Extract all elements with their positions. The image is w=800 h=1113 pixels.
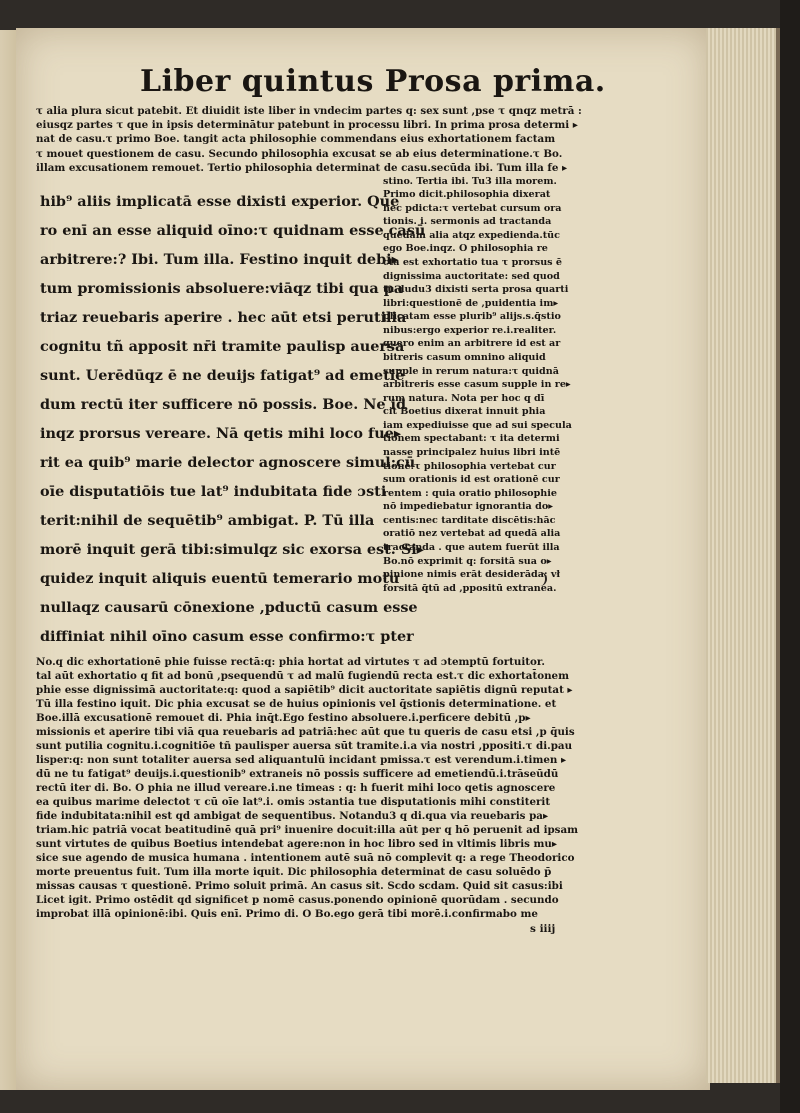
gloss-line: quedam alia atqz expedienda.tūc [383, 230, 560, 241]
gloss-line: tionis. i. sermonis ad tractanda [383, 216, 552, 227]
text-line: Licet igit. Primo ostēdit qd significet p nomē casus.ponendo opinionē quorūdam . secundo [36, 894, 559, 906]
main-text-line: quidez inquit aliquis euentū temerario motu [40, 570, 400, 587]
gloss-line: tu dudu3 dixisti serta prosa quarti [383, 284, 569, 295]
text-line: fide indubitata:nihil est qd ambigat de sequentibus. Notandu3 q di.qua via reuebaris pa▸ [36, 810, 549, 822]
text-line: nat de casu.τ primo Boe. tangit acta philosophie commendans eius exhortationem factam [36, 133, 556, 145]
main-text-line: sunt. Uerēdūqz ē ne deuijs fatigat⁹ ad emetiē [40, 367, 405, 384]
main-text-line: cognitu tñ apposit nr̄i tramite paulisp auersa [40, 338, 405, 355]
text-line: sice sue agendo de musica humana . intentionem autē suā nō complevit q: a rege Theodorico [36, 852, 575, 864]
gloss-line: rentem : quia oratio philosophie [383, 488, 558, 499]
text-line: missas causas τ questionē. Primo soluit primā. An casus sit. Scdo scdam. Quid sit casus:ibi [36, 880, 563, 892]
text-line: Boe.illā excusationē remouet di. Phia inq̄t.Ego festino absoluere.i.perficere debitū ,p▸ [36, 712, 531, 724]
main-text-line: diffiniat nihil oīno casum esse confirmo:τ pter [40, 628, 414, 645]
text-line: phie esse dignissimā auctoritate:q: quod a sapiētib⁹ dicit auctoritate sapiētis dignū reputat ▸ [36, 684, 573, 696]
main-text-line: oīe disputatiōis tue lat⁹ indubitata fide ɔsti [40, 483, 387, 500]
gloss-line: nō impediebatur ignorantia do▸ [383, 501, 554, 512]
text-line: No.q dic exhortationē phie fuisse rectā:q: phia hortat ad virtutes τ ad ɔtemptū fortuitor. [36, 656, 545, 668]
page-block-edges [706, 28, 780, 1083]
main-text-line: tum promissionis absoluere:viāqz tibi qua pa [40, 280, 404, 297]
text-line: rectū iter di. Bo. O phia ne illud vereare.i.ne timeas : q: h fuerit mihi loco qetis agnoscere [36, 782, 556, 794]
text-line: triam.hic patriā vocat beatitudinē quā pri⁹ inuenire docuit:illa aūt per q hō peruenit ad ipsam [36, 824, 579, 836]
gloss-line: iam expediuisse que ad sui specula [383, 420, 572, 431]
gloss-line: quero enim an arbitrere id est ar [383, 338, 561, 349]
gloss-line: dignissima auctoritate: sed quod [383, 271, 560, 282]
gloss-line: hec pdicta:τ vertebat cursum ora [383, 203, 562, 214]
text-line: eiusqz partes τ que in ipsis determinātur patebunt in processu libri. In prima prosa determi ▸ [36, 119, 578, 131]
gloss-line: centis:nec tarditate discētis:hāc [383, 515, 556, 526]
main-text-line: dum rectū iter sufficere nō possis. Boe. Ne id [40, 396, 407, 413]
gloss-line: pinione nimis erāt desiderāda: vł [383, 569, 561, 580]
gloss-line: nibus:ergo experior re.i.realiter. [383, 325, 557, 336]
main-text-line: triaz reuebaris aperire . hec aūt etsi perutilia [40, 309, 407, 326]
signature-mark: s iiij [530, 923, 556, 935]
main-text-line: nullaqz causarū cōnexione ,pductū casum esse [40, 599, 418, 616]
main-text-line: morē inquit gerā tibi:simulqz sic exorsa est. Si▸ [40, 541, 424, 558]
text-line: improbat illā opinionē:ibi. Quis enī. Primo di. O Bo.ego gerā tibi morē.i.confirmabo me [36, 908, 538, 920]
text-line: Tū illa festino iquit. Dic phia excusat se de huius opinionis vel q̄stionis determinatione. et [36, 698, 557, 710]
main-text-line: hib⁹ aliis implicatā esse dixisti experior. Que [40, 193, 400, 210]
gloss-line: tractanda . que autem fuerūt illa [383, 542, 560, 553]
text-line: lisper:q: non sunt totaliter auersa sed aliquantulū incidant pmissa.τ est verendum.i.timen ▸ [36, 754, 567, 766]
main-text-line: inqz prorsus vereare. Nā qetis mihi loco fue▸ [40, 425, 402, 442]
gloss-line: cta est exhortatio tua τ prorsus ē [383, 257, 563, 268]
text-line: missionis et aperire tibi viā qua reuebaris ad patriā:hec aūt que tu queris de casu etsi ,p q̄uis [36, 726, 575, 738]
gloss-line: tionē:τ philosophia vertebat cur [383, 461, 556, 472]
gloss-line: nasse principalez huius libri intē [383, 447, 561, 458]
main-text-line: terit:nihil de sequētib⁹ ambigat. P. Tū illa [40, 512, 375, 529]
running-heading: Liber quintus Prosa prima. [140, 64, 606, 99]
gloss-line: cit Boetius dixerat innuit phia [383, 406, 546, 417]
gloss-line: tionem spectabant: τ ita determi [383, 433, 560, 444]
gloss-line: forsitā q̄tū ad ,ppositū extranea. [383, 583, 557, 594]
gloss-line: oratiō nez vertebat ad quedā alia [383, 528, 561, 539]
gloss-line: arbitreris esse casum supple in re▸ [383, 379, 571, 390]
gloss-line: libri:questionē de ,puidentia im▸ [383, 298, 559, 309]
text-line: τ alia plura sicut patebit. Et diuidit iste liber in vndecim partes q: sex sunt ,pse τ qnqz metrā : [36, 105, 582, 117]
gloss-line: Primo dicit.philosophia dixerat [383, 189, 551, 200]
main-text-line: arbitrere:? Ibi. Tum illa. Festino inquit debi▸ [40, 251, 399, 268]
gloss-line: Bo.nō exprimit q: forsitā sua o▸ [383, 556, 552, 567]
dark-border [780, 0, 800, 1113]
gloss-line: rum natura. Nota per hoc q dī [383, 393, 545, 404]
text-line: sunt putilia cognitu.i.cognitiōe tñ paulisper auersa sūt tramite.i.a via nostri ,ppositi.τ di.pau [36, 740, 573, 752]
text-line: illam excusationem remouet. Tertio philosophia determinat de casu.secūda ibi. Tum illa fe ▸ [36, 162, 568, 174]
text-line: ea quibus marime delectot τ cū oīe lat⁹.i. omis ɔstantia tue disputationis mihi constiterit [36, 796, 551, 808]
text-line: τ mouet questionem de casu. Secundo philosophia excusat se ab eius determinatione.τ Bo. [36, 148, 563, 160]
gloss-line: sum orationis id est orationē cur [383, 474, 560, 485]
gloss-line: bitreris casum omnino aliquid [383, 352, 546, 363]
main-text-line: ro enī an esse aliquid oīno:τ quidnam esse casū [40, 222, 426, 239]
gloss-line: supple in rerum natura:τ quidnā [383, 366, 559, 377]
text-line: sunt virtutes de quibus Boetius intendebat agere:non in hoc libro sed in vltimis libris mu▸ [36, 838, 558, 850]
main-text-line: rit ea quib⁹ marie delector agnoscere simul:cū [40, 454, 416, 471]
gloss-line: ego Boe.inqz. O philosophia re [383, 243, 548, 254]
text-line: dū ne tu fatigat⁹ deuijs.i.questionib⁹ extraneis nō possis sufficere ad emetiendū.i.trāseūdū [36, 768, 559, 780]
gloss-line: plicatam esse plurib⁹ alijs.s.q̄stio [383, 311, 561, 322]
text-line: tal aūt exhortatio q fit ad bonū ,psequendū τ ad malū fugiendū recta est.τ dic exhortat̄onem [36, 670, 569, 682]
text-line: morte preuentus fuit. Tum illa morte iquit. Dic philosophia determinat de casu soluēdo p̄ [36, 866, 552, 878]
gloss-line: stino. Tertia ibi. Tu3 illa morem. [383, 176, 557, 187]
